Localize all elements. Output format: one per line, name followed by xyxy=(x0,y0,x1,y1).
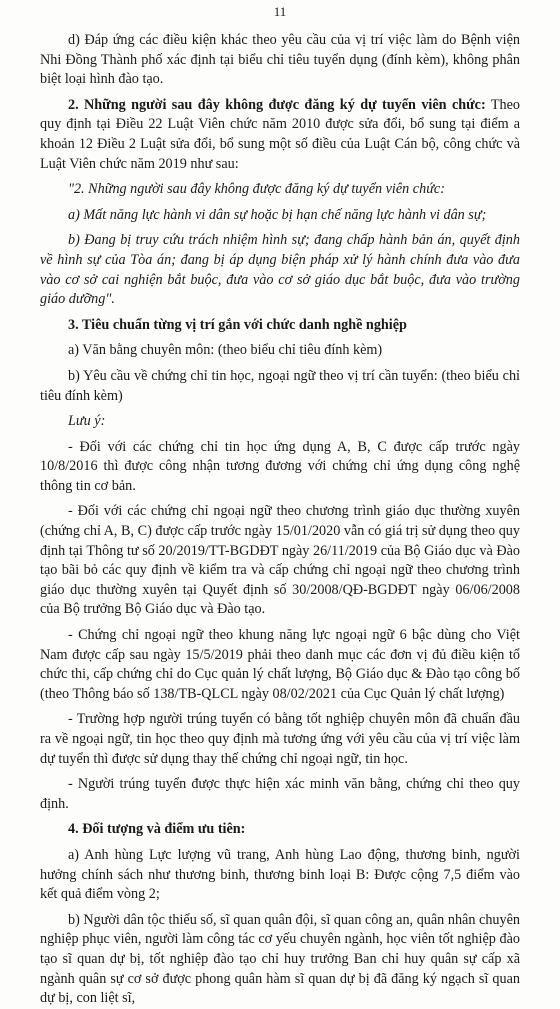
note-1: - Đối với các chứng chỉ tin học ứng dụng A, B, C được cấp trước ngày 10/8/2016 thì được công nhận tương đương với chứng chỉ ứng dụng công nghệ thông tin cơ bản. xyxy=(40,438,520,494)
page-number: 11 xyxy=(273,4,287,19)
note-5: - Người trúng tuyển được thực hiện xác minh văn bằng, chứng chỉ theo quy định. xyxy=(40,776,520,812)
section-2-title: 2. Những người sau đây không được đăng ký dự tuyển viên chức: xyxy=(68,96,486,113)
section-3-title: 3. Tiêu chuẩn từng vị trí gắn với chức danh nghề nghiệp xyxy=(68,316,407,333)
paragraph-d: d) Đáp ứng các điều kiện khác theo yêu cầu của vị trí việc làm do Bệnh viện Nhi Đồng Thành phố xác định tại biểu chỉ tiêu tuyển dụng (đính kèm), không phân biệt loại hình đào tạo. xyxy=(40,32,520,88)
note-3: - Chứng chỉ ngoại ngữ theo khung năng lực ngoại ngữ 6 bậc dùng cho Việt Nam được cấp sau ngày 15/5/2019 phải theo danh mục các đơn vị đủ điều kiện tổ chức thi, cấp chứng chỉ do Cục quản lý chất lượng, Bộ Giáo dục & Đào tạo công bố (theo Thông báo số 138/TB-QLCL ngày 08/02/2021 của Cục Quản lý chất lượng) xyxy=(40,627,520,702)
quote-item-a: a) Mất năng lực hành vi dân sự hoặc bị hạn chế năng lực hành vi dân sự; xyxy=(68,206,487,223)
section-4-item-b: b) Người dân tộc thiểu số, sĩ quan quân đội, sĩ quan công an, quân nhân chuyên nghiệp phục viên, người làm công tác cơ yếu chuyên ngành, học viên tốt nghiệp đào tạo sĩ quan dự bị, tốt nghiệp đào tạo chỉ huy trưởng Ban chỉ huy quân sự cấp xã ngành quân sự cơ sở được phong quân hàm sĩ quan dự bị đã đăng ký ngạch sĩ quan dự bị, con liệt sĩ, xyxy=(40,911,520,1007)
quote-item-b: b) Đang bị truy cứu trách nhiệm hình sự; đang chấp hành bản án, quyết định về hình sự của Tòa án; đang bị áp dụng biện pháp xử lý hành chính đưa vào đưa vào cơ sở cai nghiện bắt buộc, đưa vào cơ sở giáo dục bắt buộc, đưa vào trường giáo dưỡng". xyxy=(40,232,520,308)
section-4-title: 4. Đối tượng và điểm ưu tiên: xyxy=(68,821,246,838)
section-2-body: Theo quy định tại Điều 22 Luật Viên chức năm 2010 được sửa đổi, bổ sung tại điểm a khoản 12 Điều 2 Luật sửa đổi, bổ sung một số điều của Luật Cán bộ, công chức và Luật Viên chức năm 2019 như sau: xyxy=(40,96,520,172)
section-2 xyxy=(40,96,520,174)
note-4: - Trường hợp người trúng tuyển có bằng tốt nghiệp chuyên môn đã chuẩn đầu ra về ngoại ngữ, tin học theo quy định mà tương ứng với yêu cầu của vị trí việc làm dự tuyển thì được sử dụng thay thế chứng chỉ ngoại ngữ, tin học. xyxy=(40,711,520,767)
section-3-item-b: b) Yêu cầu về chứng chỉ tin học, ngoại ngữ theo vị trí cần tuyển: (theo biểu chỉ tiêu đính kèm) xyxy=(40,367,520,404)
note-2: - Đối với các chứng chỉ ngoại ngữ theo chương trình giáo dục thường xuyên (chứng chỉ A, B, C) được cấp trước ngày 15/01/2020 vẫn có giá trị sử dụng theo quy định tại Thông tư số 20/2019/TT-BGDĐT ngày 26/11/2019 của Bộ Giáo dục và Đào tạo bãi bỏ các quy định về kiểm tra và cấp chứng chỉ ngoại ngữ theo chương trình giáo dục thường xuyên tại Quyết định số 30/2008/QĐ-BGDĐT ngày 06/06/2008 của Bộ trưởng Bộ Giáo dục và Đào tạo. xyxy=(40,503,520,618)
note-label: Lưu ý: xyxy=(68,413,106,430)
section-4-item-a: a) Anh hùng Lực lượng vũ trang, Anh hùng Lao động, thương binh, người hưởng chính sách như thương binh, thương binh loại B: Được cộng 7,5 điểm vào kết quả điểm vòng 2; xyxy=(40,846,520,903)
quote-heading: "2. Những người sau đây không được đăng ký dự tuyển viên chức: xyxy=(68,181,445,198)
section-3-item-a: a) Văn bằng chuyên môn: (theo biểu chỉ tiêu đính kèm) xyxy=(68,342,383,359)
